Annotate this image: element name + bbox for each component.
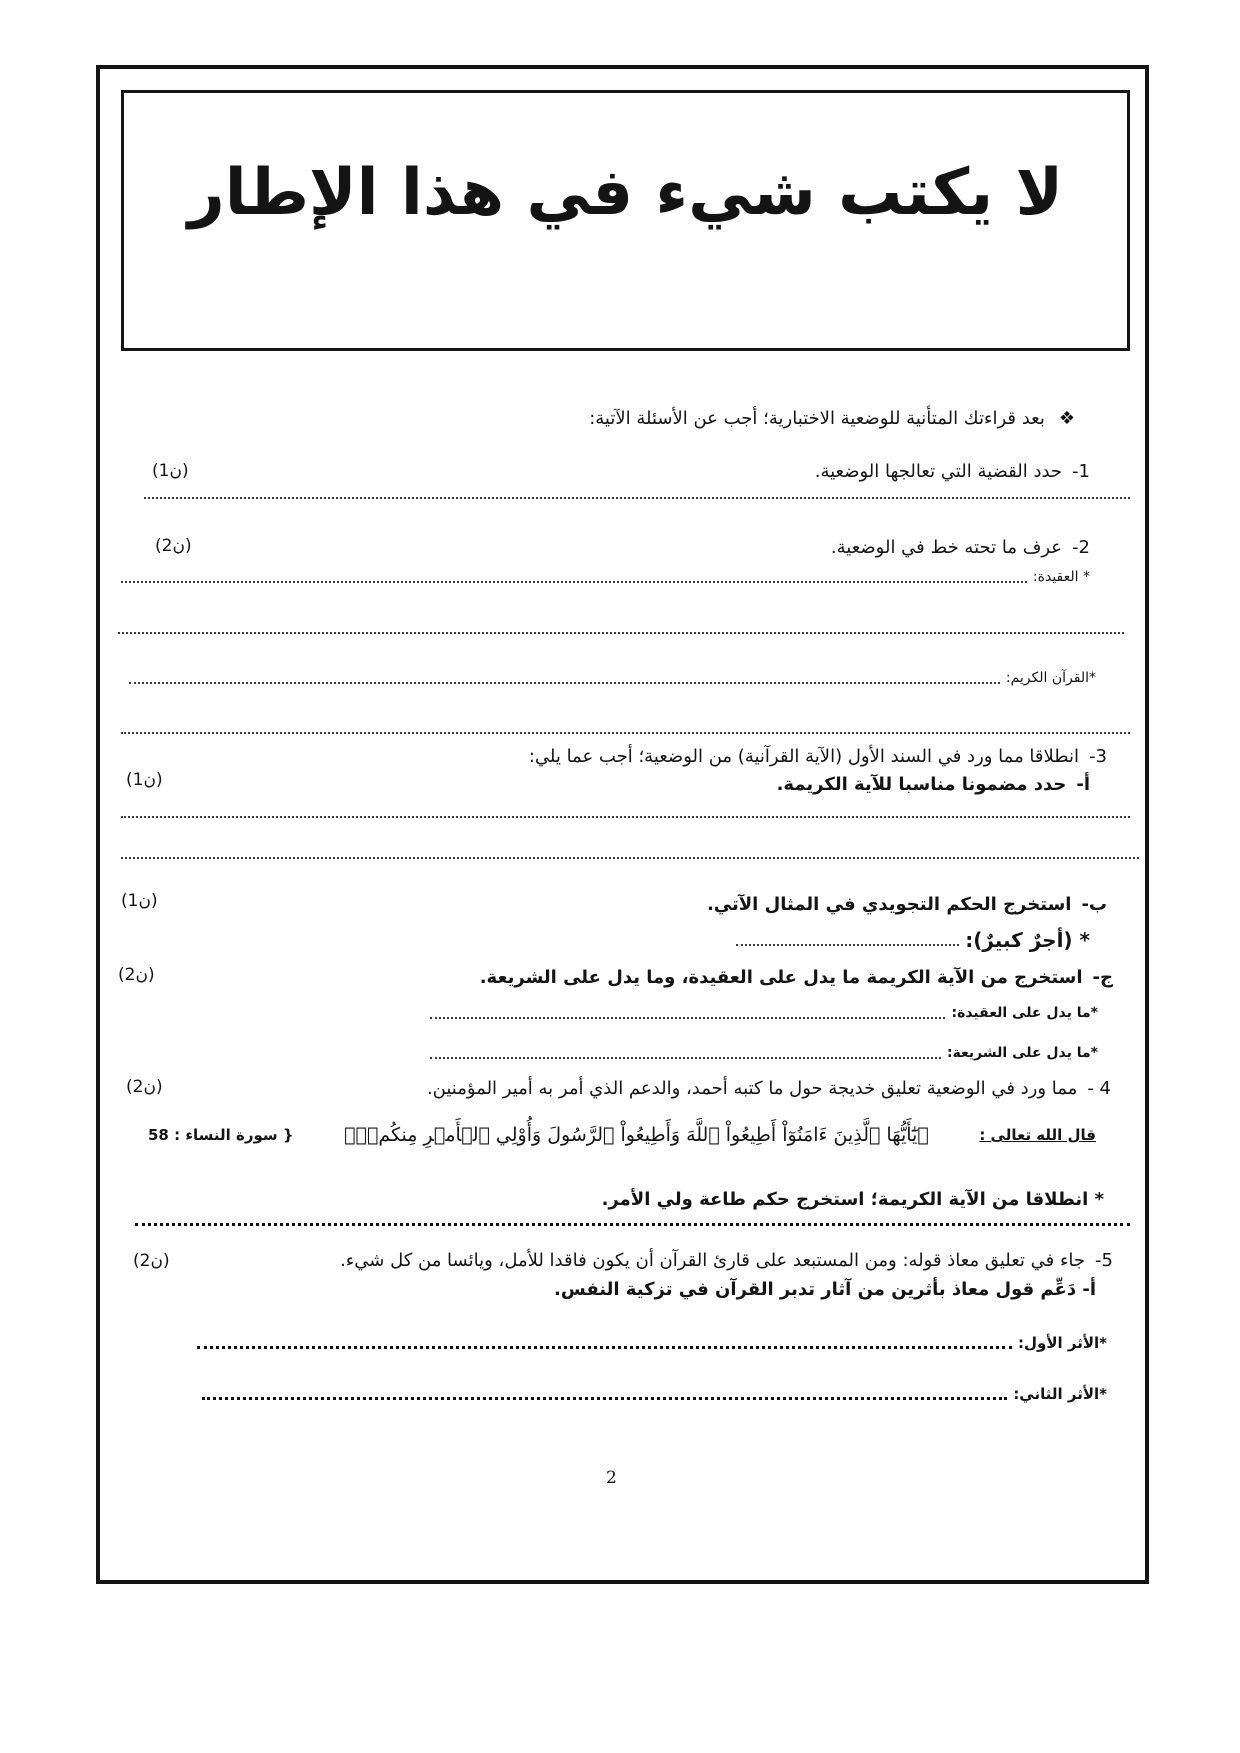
answer-dots bbox=[197, 1346, 1012, 1349]
frame-title: لا يكتب شيء في هذا الإطار bbox=[187, 156, 1064, 230]
answer-line bbox=[121, 732, 1130, 734]
question-number: 5- bbox=[1095, 1250, 1113, 1271]
question-4 bbox=[427, 1077, 1111, 1101]
question-3a-score: (1ن) bbox=[126, 770, 163, 790]
answer-dots bbox=[736, 944, 959, 946]
sub-question-letter: ب- bbox=[1081, 894, 1107, 915]
question-3c bbox=[480, 966, 1113, 990]
answer-dots bbox=[430, 1017, 945, 1019]
question-number: 3- bbox=[1089, 746, 1107, 767]
answer-row-effect-2 bbox=[202, 1382, 1107, 1406]
question-3a bbox=[777, 773, 1090, 797]
question-text: مما ورد في الوضعية تعليق خديجة حول ما كتبه أحمد، والدعم الذي أمر به أمير المؤمنين. bbox=[426, 1078, 1078, 1099]
question-5 bbox=[340, 1249, 1113, 1273]
verse-reference: { سورة النساء : 58 bbox=[148, 1126, 294, 1144]
question-5a: أ- دَعِّم قول معاذ بأثرين من آثار تدبر القرآن في تزكية النفس. bbox=[554, 1279, 1096, 1300]
answer-line bbox=[121, 816, 1130, 818]
verse-intro: قال الله تعالى : bbox=[979, 1126, 1096, 1144]
sub-question-text: استخرج الحكم التجويدي في المثال الآتي. bbox=[706, 894, 1072, 915]
answer-row-effect-1 bbox=[197, 1331, 1107, 1355]
question-text: عرف ما تحته خط في الوضعية. bbox=[830, 537, 1063, 558]
no-write-frame bbox=[121, 90, 1130, 351]
question-3 bbox=[529, 745, 1107, 769]
tajweed-example-row bbox=[736, 928, 1090, 952]
answer-dots bbox=[430, 1057, 941, 1059]
question-3b-score: (1ن) bbox=[121, 891, 158, 911]
question-1 bbox=[815, 460, 1090, 484]
answer-line bbox=[121, 857, 1139, 859]
question-number: 4 - bbox=[1087, 1078, 1111, 1099]
question-text: جاء في تعليق معاذ قوله: ومن المستبعد على قارئ القرآن أن يكون فاقدا للأمل، ويائسا من كل شيء. bbox=[340, 1250, 1086, 1271]
answer-label: *الأثر الأول: bbox=[1018, 1334, 1107, 1352]
intro-text: بعد قراءتك المتأنية للوضعية الاختبارية؛ أجب عن الأسئلة الآتية: bbox=[589, 408, 1045, 429]
question-2-score: (2ن) bbox=[155, 536, 192, 556]
quran-verse-row bbox=[148, 1118, 1096, 1152]
answer-label: *ما يدل على الشريعة: bbox=[946, 1045, 1098, 1061]
question-5-score: (2ن) bbox=[133, 1251, 170, 1271]
intro-line bbox=[589, 407, 1075, 431]
answer-label: *ما يدل على العقيدة: bbox=[951, 1005, 1098, 1021]
question-text: حدد القضية التي تعالجها الوضعية. bbox=[814, 461, 1063, 482]
question-number: 1- bbox=[1072, 461, 1090, 482]
answer-label: * العقيدة: bbox=[1032, 569, 1090, 585]
question-text: انطلاقا مما ورد في السند الأول (الآية القرآنية) من الوضعية؛ أجب عما يلي: bbox=[528, 746, 1080, 767]
tajweed-example: * (أجرٌ كبيرٌ): bbox=[965, 928, 1090, 952]
question-3c-score: (2ن) bbox=[118, 965, 155, 985]
answer-dots bbox=[129, 682, 1000, 684]
answer-row-aqida-evidence bbox=[430, 1001, 1098, 1025]
answer-label: *الأثر الثاني: bbox=[1013, 1385, 1107, 1403]
question-number: 2- bbox=[1072, 537, 1090, 558]
answer-row-sharia-evidence bbox=[430, 1041, 1098, 1065]
question-4-task: * انطلاقا من الآية الكريمة؛ استخرج حكم طاعة ولي الأمر. bbox=[601, 1189, 1104, 1210]
sub-question-text: حدد مضمونا مناسبا للآية الكريمة. bbox=[776, 774, 1067, 795]
answer-row-aqida bbox=[121, 565, 1090, 589]
sub-question-letter: ج- bbox=[1092, 967, 1113, 988]
answer-label: *القرآن الكريم: bbox=[1005, 670, 1096, 686]
quran-verse: ﴿يَٰٓأَيُّهَا ٱلَّذِينَ ءَامَنُوٓاْ أَطِيعُواْ ٱللَّهَ وَأَطِيعُواْ ٱلرَّسُولَ وَأُوْلِي ٱلۡأَمۡرِ مِنكُمۡۖ﴾ bbox=[344, 1124, 929, 1146]
page-number: 2 bbox=[606, 1468, 617, 1488]
answer-line bbox=[144, 497, 1130, 499]
sub-question-text: استخرج من الآية الكريمة ما يدل على العقيدة، وما يدل على الشريعة. bbox=[479, 967, 1083, 988]
question-1-score: (1ن) bbox=[152, 461, 189, 481]
answer-dots bbox=[202, 1397, 1007, 1400]
question-4-score: (2ن) bbox=[126, 1077, 163, 1097]
sub-question-letter: أ- bbox=[1076, 774, 1090, 795]
question-3b bbox=[707, 893, 1107, 917]
answer-dots bbox=[121, 581, 1027, 583]
answer-line bbox=[118, 632, 1124, 634]
question-2 bbox=[831, 536, 1090, 560]
bullet-icon: ❖ bbox=[1058, 408, 1075, 429]
answer-line bbox=[135, 1223, 1130, 1226]
answer-row-quran bbox=[129, 666, 1096, 690]
